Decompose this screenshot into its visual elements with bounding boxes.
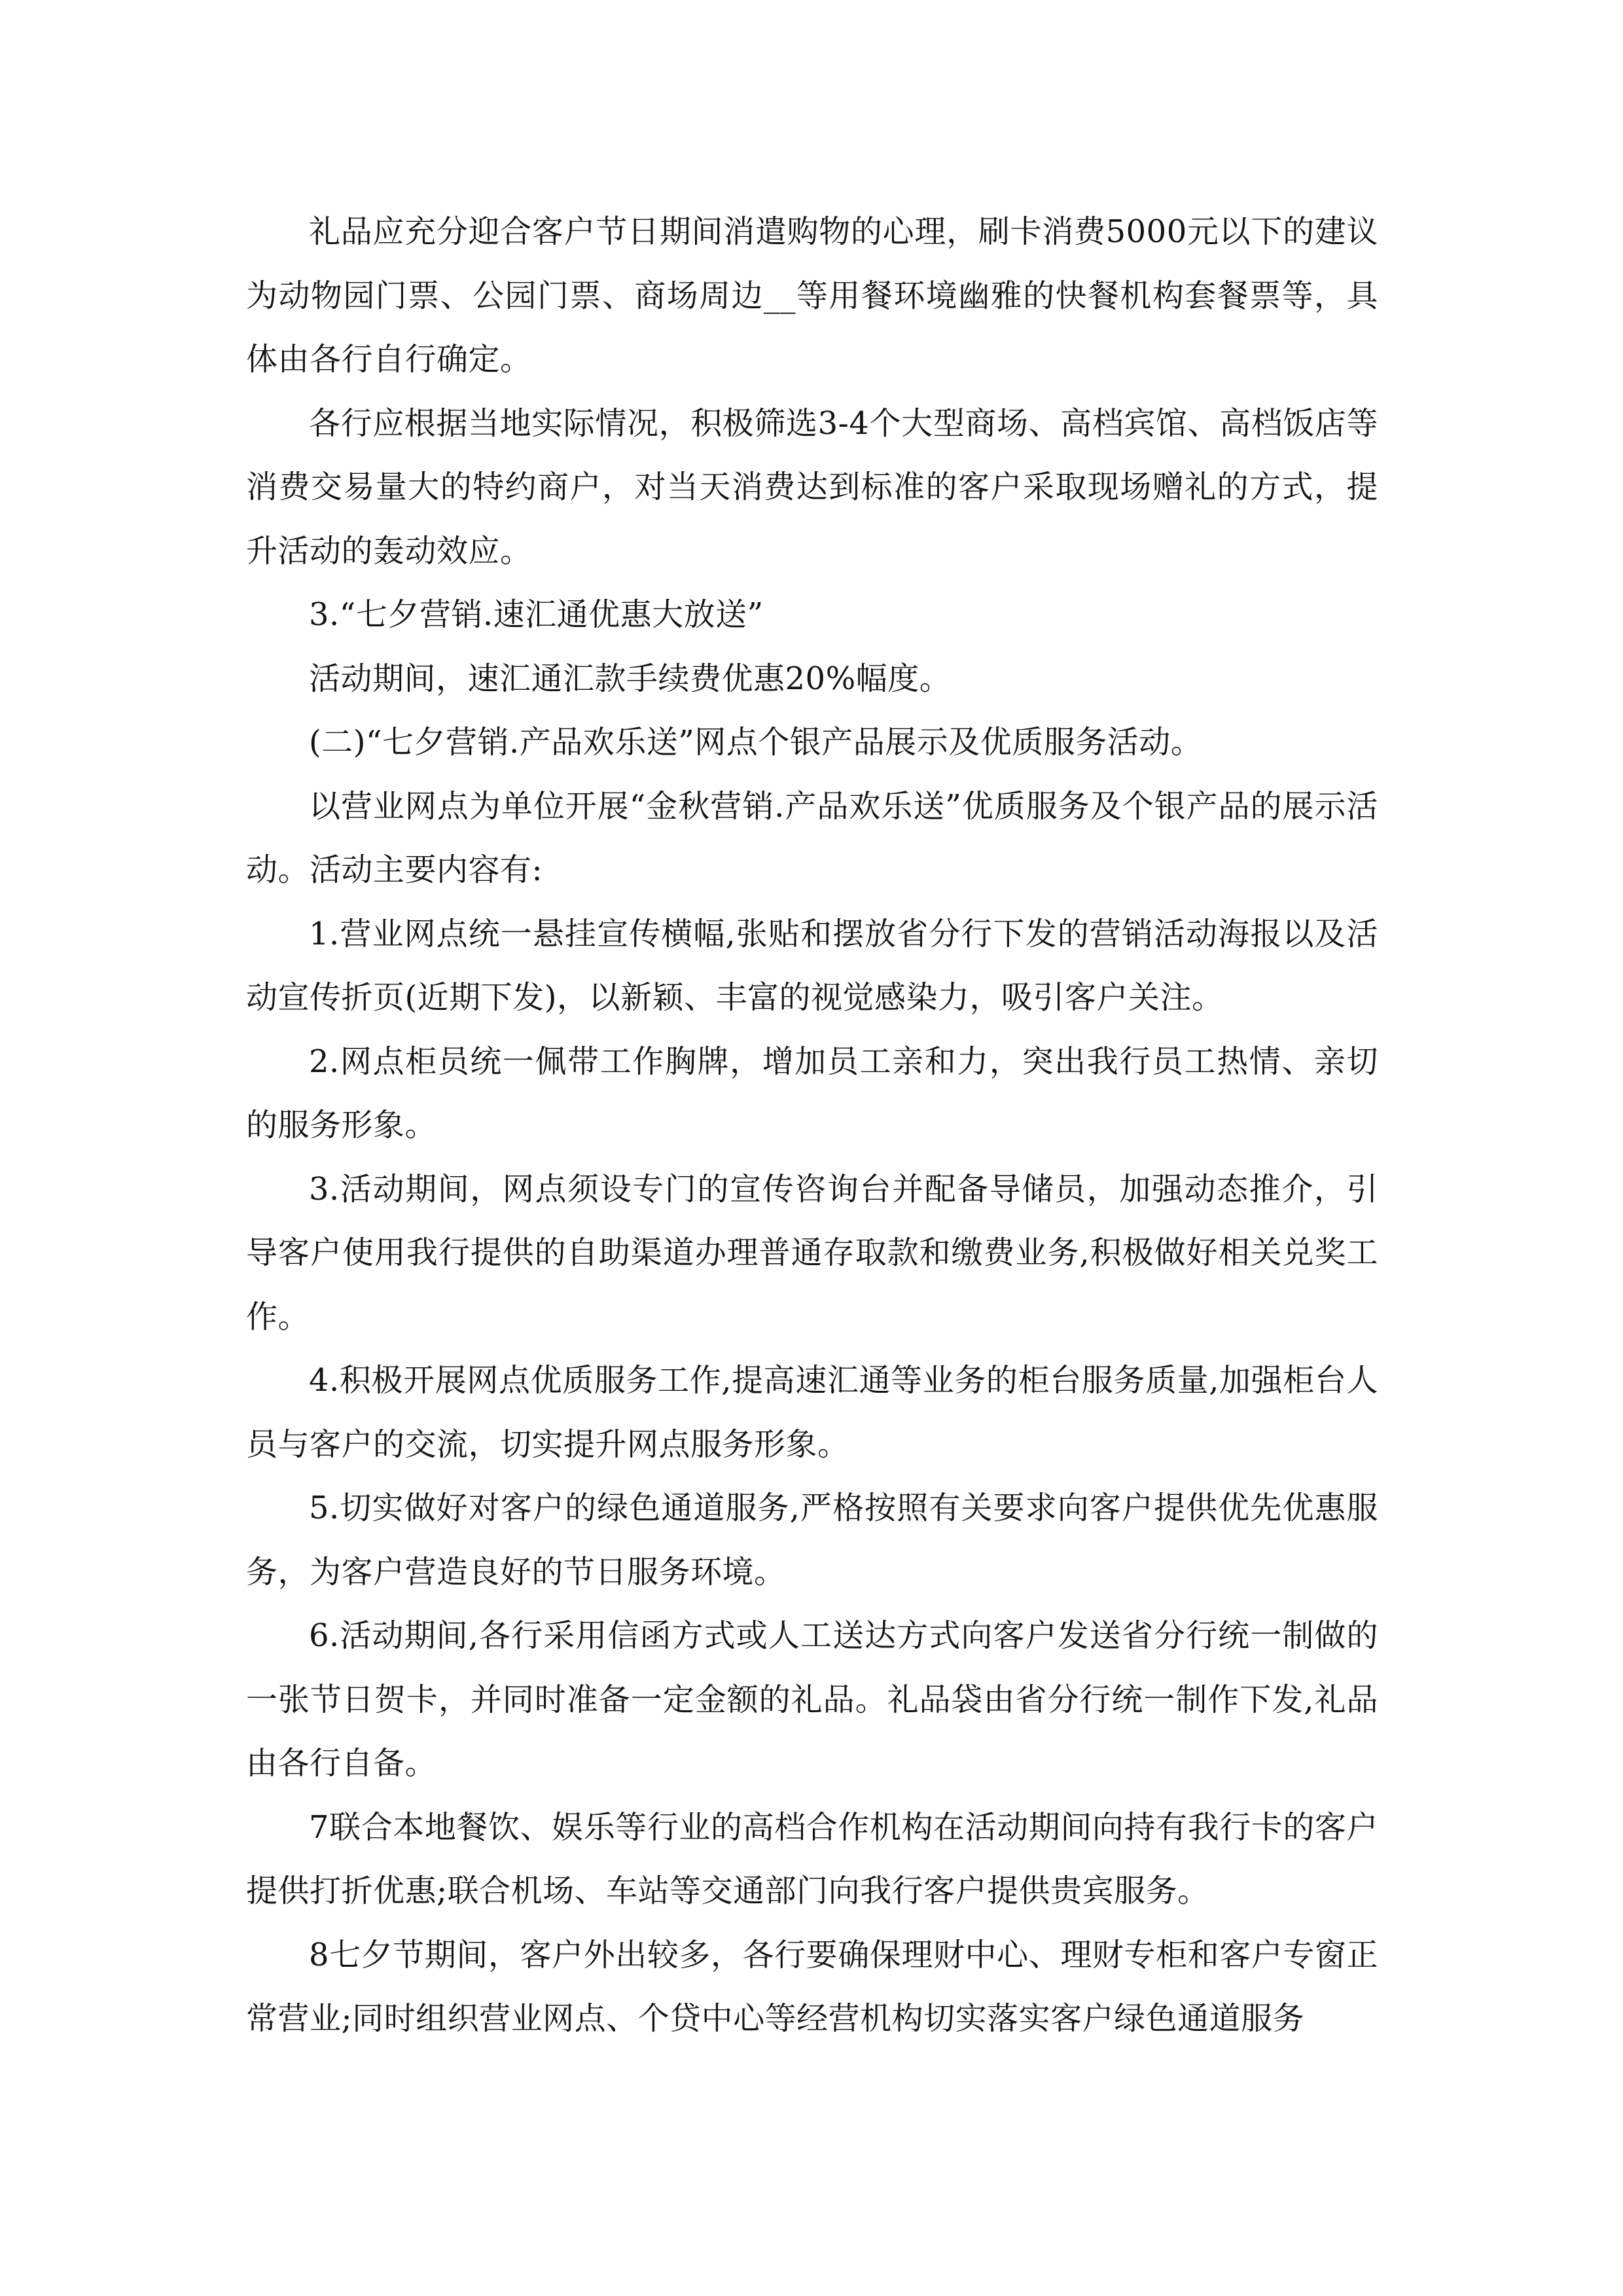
paragraph-showcase-intro: 以营业网点为单位开展“金秋营销.产品欢乐送”优质服务及个银产品的展示活动。活动主要内容有:	[246, 787, 1378, 888]
paragraph-gift-suggestions: 礼品应充分迎合客户节日期间消遣购物的心理，刷卡消费5000元以下的建议为动物园门票、公园门票、商场周边__等用餐环境幽雅的快餐机构套餐票等，具体由各行自行确定。	[246, 213, 1378, 378]
paragraph-heading-product-showcase: (二)“七夕营销.产品欢乐送”网点个银产品展示及优质服务活动。	[309, 724, 1203, 761]
paragraph-heading-remittance-offer: 3.“七夕营销.速汇通优惠大放送”	[309, 596, 764, 633]
list-item-4-quality-service: 4.积极开展网点优质服务工作,提高速汇通等业务的柜台服务质量,加强柜台人员与客户的交流，切实提升网点服务形象。	[246, 1362, 1378, 1463]
list-item-5-green-channel: 5.切实做好对客户的绿色通道服务,严格按照有关要求向客户提供优先优惠服务，为客户营造良好的节日服务环境。	[246, 1490, 1378, 1590]
document-body	[246, 200, 1378, 2051]
paragraph-merchant-selection: 各行应根据当地实际情况，积极筛选3-4个大型商场、高档宾馆、高档饭店等消费交易量大的特约商户，对当天消费达到标准的客户采取现场赠礼的方式，提升活动的轰动效应。	[246, 404, 1378, 569]
list-item-1-banners: 1.营业网点统一悬挂宣传横幅,张贴和摆放省分行下发的营销活动海报以及活动宣传折页(近期下发)，以新颖、丰富的视觉感染力，吸引客户关注。	[246, 915, 1378, 1016]
list-item-7-partner-discounts: 7联合本地餐饮、娱乐等行业的高档合作机构在活动期间向持有我行卡的客户提供打折优惠;联合机场、车站等交通部门向我行客户提供贵宾服务。	[246, 1808, 1378, 1909]
paragraph-remittance-discount: 活动期间，速汇通汇款手续费优惠20%幅度。	[309, 660, 952, 697]
list-item-2-badges: 2.网点柜员统一佩带工作胸牌，增加员工亲和力，突出我行员工热情、亲切的服务形象。	[246, 1043, 1378, 1143]
list-item-3-consultation-desk: 3.活动期间，网点须设专门的宣传咨询台并配备导储员，加强动态推介，引导客户使用我行提供的自助渠道办理普通存取款和缴费业务,积极做好相关兑奖工作。	[246, 1170, 1378, 1335]
list-item-6-greeting-cards: 6.活动期间,各行采用信函方式或人工送达方式向客户发送省分行统一制做的一张节日贺卡，并同时准备一定金额的礼品。礼品袋由省分行统一制作下发,礼品由各行自备。	[246, 1617, 1378, 1782]
list-item-8-holiday-operations: 8七夕节期间，客户外出较多，各行要确保理财中心、理财专柜和客户专窗正常营业;同时组织营业网点、个贷中心等经营机构切实落实客户绿色通道服务	[246, 1936, 1378, 2037]
